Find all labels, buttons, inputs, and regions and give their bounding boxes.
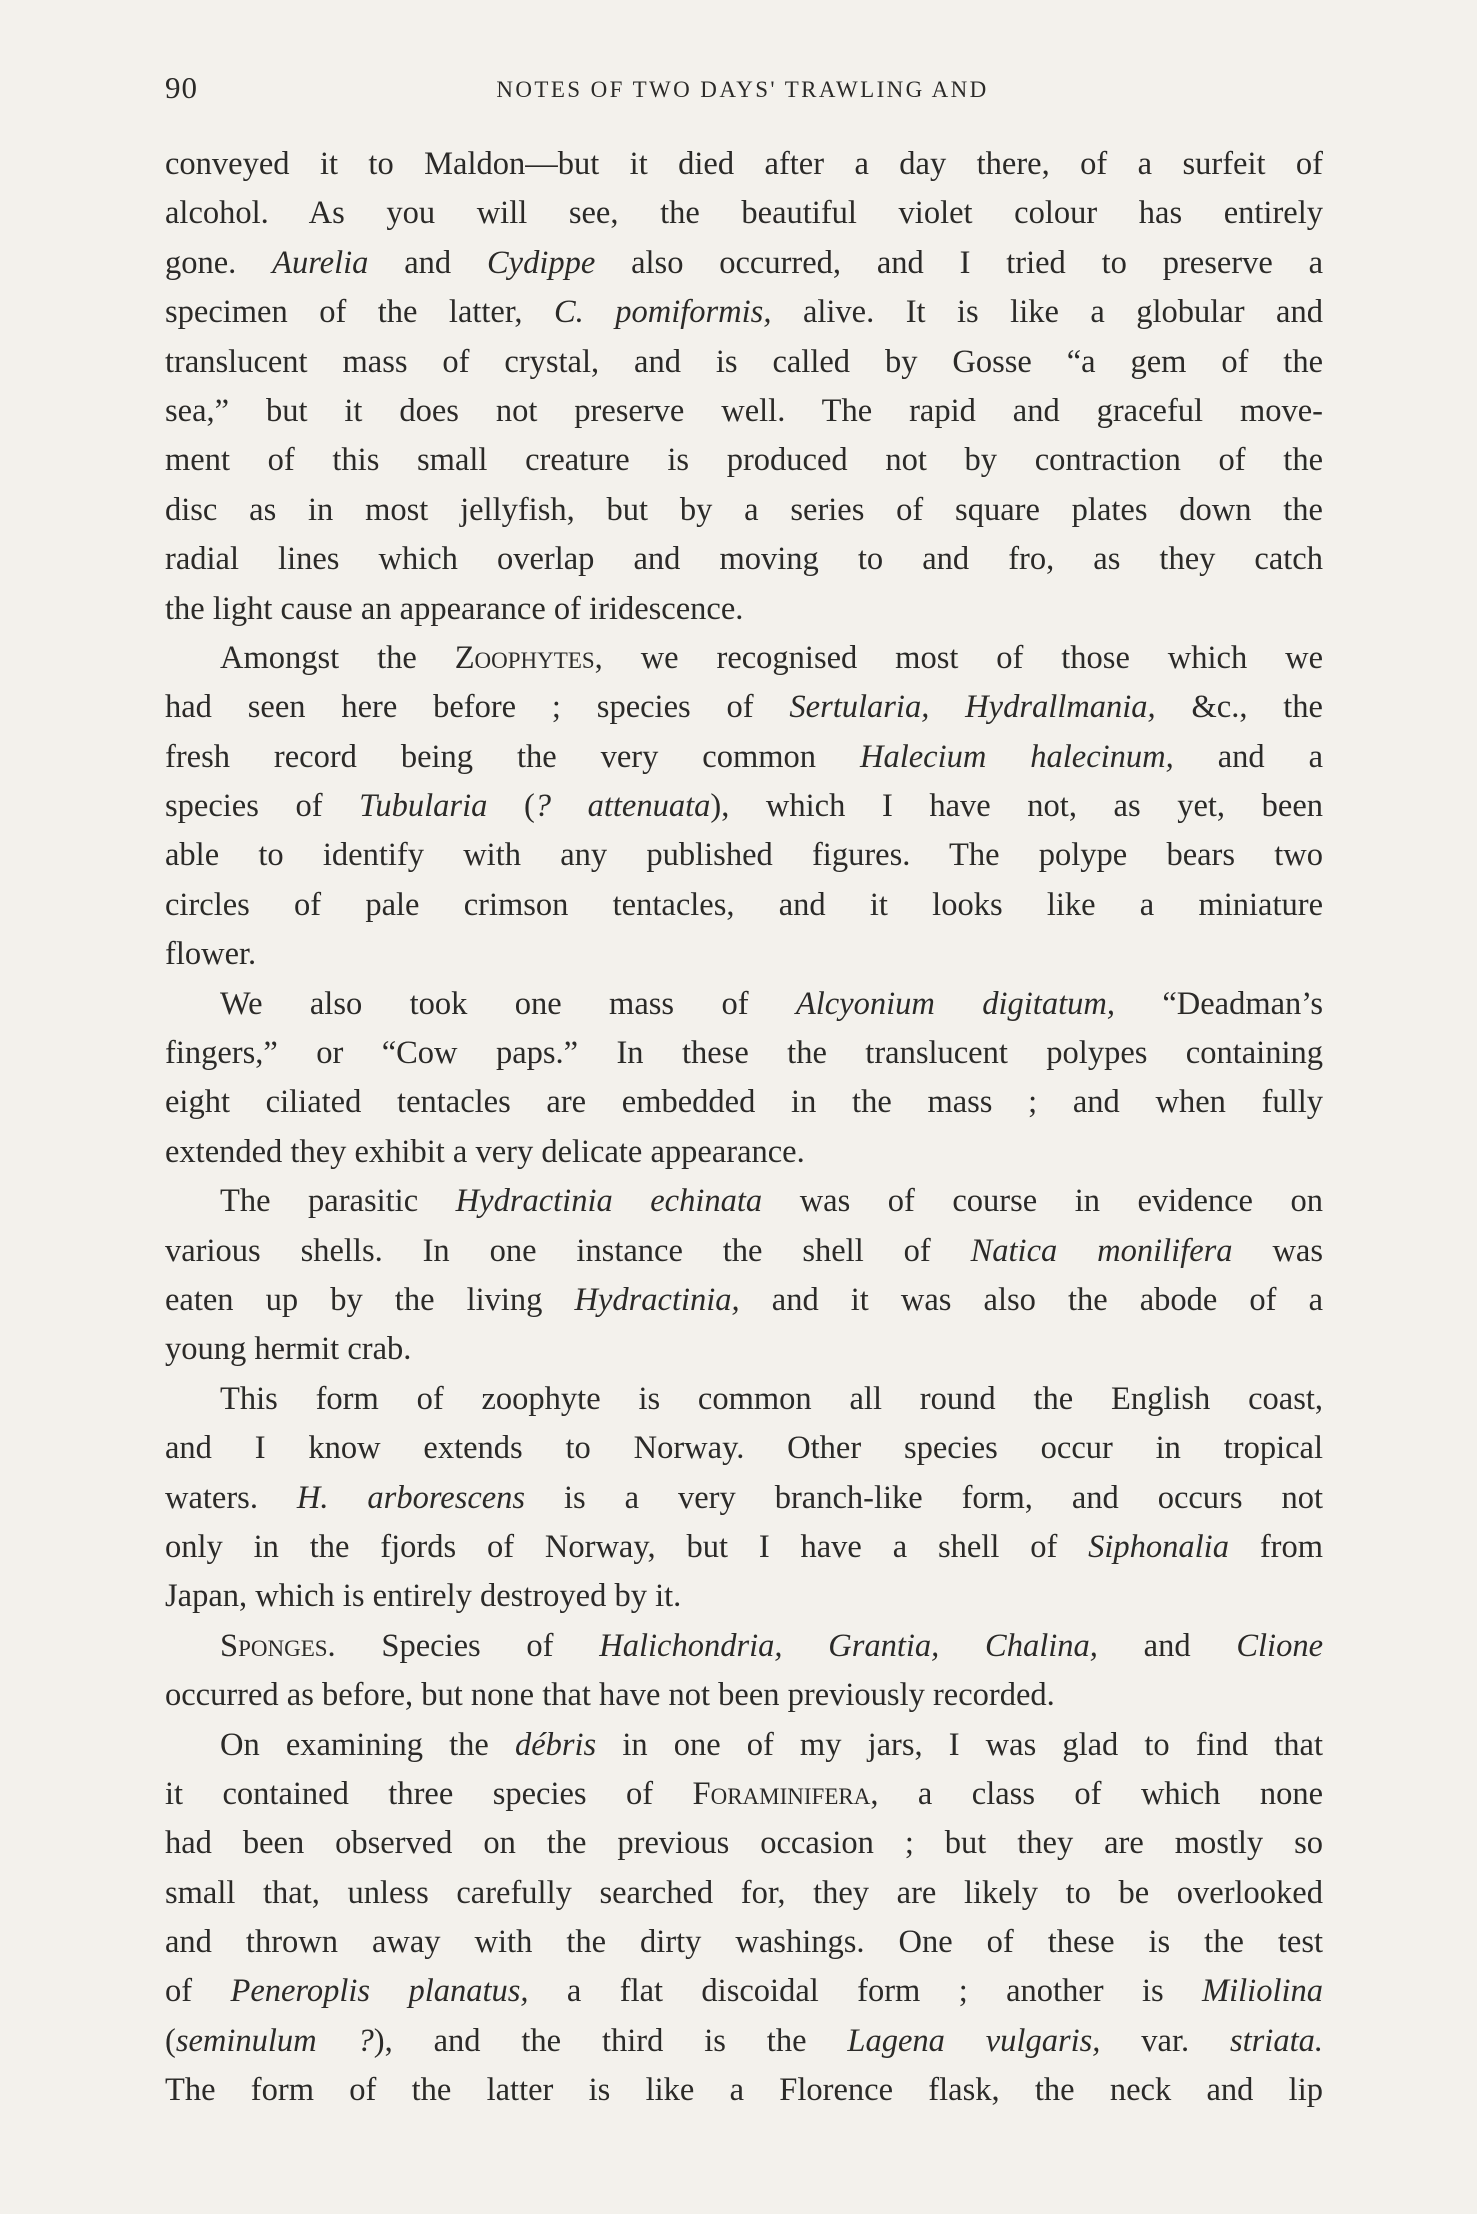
text-segment: &c., the [1155, 689, 1323, 726]
italic-text: Siphonalia [1088, 1528, 1229, 1565]
text-line [165, 585, 1323, 634]
text-segment: radial lines which overlap and moving to and fro, as they catch [165, 541, 1323, 578]
italic-text: ? attenuata [534, 788, 711, 825]
text-line [165, 189, 1323, 238]
text-segment: occurred as before, but none that have not been previously recorded. [165, 1677, 1055, 1714]
text-segment: was [1232, 1232, 1323, 1269]
text-segment: flower. [165, 936, 257, 973]
text-line [165, 2066, 1323, 2115]
text-segment: specimen of the latter, [165, 294, 554, 331]
text-line [165, 1572, 1323, 1621]
italic-text: striata. [1229, 2022, 1323, 2059]
text-segment: various shells. In one instance the shell of [165, 1232, 971, 1269]
text-segment: We also took one mass of [220, 985, 796, 1022]
italic-text: Miliolina [1202, 1973, 1324, 2010]
text-line [165, 1276, 1323, 1325]
text-segment: in one of my jars, I was glad to find that [596, 1726, 1323, 1763]
page-number: 90 [165, 70, 198, 105]
text-line [165, 1325, 1323, 1374]
text-segment: and [368, 244, 487, 281]
text-segment: small that, unless carefully searched for, they are likely to be overlooked [165, 1874, 1323, 1911]
text-segment: , we recognised most of those which we [594, 639, 1323, 676]
page-header [165, 66, 1320, 110]
text-segment: Japan, which is entirely destroyed by it. [165, 1578, 682, 1615]
italic-text: Halecium halecinum, [859, 738, 1174, 775]
text-line [165, 140, 1323, 189]
text-segment: On examining the [220, 1726, 515, 1763]
text-segment: eaten up by the living [165, 1281, 575, 1318]
italic-text: Hydractinia, [574, 1281, 740, 1318]
text-segment: is a very branch-like form, and occurs not [525, 1479, 1323, 1516]
text-line [165, 1918, 1323, 1967]
text-line [165, 831, 1323, 880]
italic-text: Natica monilifera [970, 1232, 1233, 1269]
text-segment: fresh record being the very common [165, 738, 860, 775]
text-segment: circles of pale crimson tentacles, and it looks like a miniature [165, 886, 1323, 923]
text-line [165, 1474, 1323, 1523]
text-segment: Amongst the [220, 639, 455, 676]
text-segment: alive. It is like a globular and [771, 294, 1323, 331]
text-segment: sea,” but it does not preserve well. The rapid and graceful move- [165, 392, 1323, 429]
text-line [165, 1424, 1323, 1473]
text-line [165, 288, 1323, 337]
text-segment: only in the fjords of Norway, but I have a shell of [165, 1528, 1089, 1565]
text-line [165, 1869, 1323, 1918]
text-segment: conveyed it to Maldon—but it died after a day there, of a surfeit of [165, 146, 1323, 182]
italic-text: Peneroplis planatus, [230, 1973, 529, 2010]
text-line [165, 1029, 1323, 1078]
text-segment: from [1228, 1528, 1323, 1565]
small-caps-text: Sponges [220, 1627, 328, 1664]
text-segment: and thrown away with the dirty washings. One of these is the test [165, 1924, 1323, 1961]
text-line [165, 1227, 1323, 1276]
italic-text: H. arborescens [296, 1479, 526, 1516]
italic-text: Hydractinia echinata [455, 1183, 763, 1220]
text-segment: The parasitic [220, 1183, 456, 1220]
text-segment: ( [165, 2022, 176, 2059]
text-line [165, 1375, 1323, 1424]
text-segment: a flat discoidal form ; another is [528, 1973, 1203, 2010]
text-segment: and [1097, 1627, 1237, 1664]
italic-text: C. pomiformis, [553, 294, 772, 331]
text-line [165, 782, 1323, 831]
running-head: NOTES OF TWO DAYS' TRAWLING AND [496, 77, 989, 102]
text-line [165, 634, 1323, 683]
text-segment: . Species of [327, 1627, 600, 1664]
italic-text: Clione [1236, 1627, 1323, 1664]
text-segment: The form of the latter is like a Florence flask, the neck and lip [165, 2072, 1323, 2109]
text-line [165, 338, 1323, 387]
text-line [165, 239, 1323, 288]
text-segment: disc as in most jellyfish, but by a series of square plates down the [165, 491, 1323, 528]
small-caps-text: Foraminifera [692, 1775, 871, 1812]
italic-text: seminulum ? [175, 2022, 374, 2059]
text-line [165, 1770, 1323, 1819]
text-segment: fingers,” or “Cow paps.” In these the translucent polypes containing [165, 1035, 1323, 1072]
text-line [165, 1967, 1323, 2016]
text-segment: gone. [165, 244, 273, 281]
text-segment: species of [165, 788, 360, 825]
text-line [165, 881, 1323, 930]
text-line [165, 1078, 1323, 1127]
text-segment: was of course in evidence on [762, 1183, 1324, 1220]
text-line [165, 1128, 1323, 1177]
text-segment: and I know extends to Norway. Other species occur in tropical [165, 1430, 1323, 1467]
text-line [165, 486, 1323, 535]
italic-text: Halichondria, Grantia, Chalina, [599, 1627, 1098, 1664]
italic-text: débris [514, 1726, 597, 1763]
text-line [165, 387, 1323, 436]
text-line [165, 1721, 1323, 1770]
text-line [165, 1671, 1323, 1720]
italic-text: Cydippe [486, 244, 596, 281]
text-segment: and it was also the abode of a [739, 1281, 1323, 1318]
text-segment: the light cause an appearance of iridescence. [165, 590, 744, 627]
text-segment: waters. [165, 1479, 297, 1516]
text-segment: had been observed on the previous occasion ; but they are mostly so [165, 1825, 1323, 1862]
text-segment: also occurred, and I tried to preserve a [595, 244, 1323, 281]
italic-text: Aurelia [272, 244, 369, 281]
text-line [165, 980, 1323, 1029]
text-line [165, 683, 1323, 732]
text-segment: eight ciliated tentacles are embedded in the mass ; and when fully [165, 1084, 1323, 1121]
text-line [165, 2017, 1323, 2066]
text-line [165, 930, 1323, 979]
text-line [165, 1622, 1323, 1671]
italic-text: Sertularia, Hydrallmania, [789, 689, 1156, 726]
text-line [165, 1523, 1323, 1572]
text-segment: translucent mass of crystal, and is called by Gosse “a gem of the [165, 343, 1323, 380]
text-segment: , a class of which none [870, 1775, 1323, 1812]
small-caps-text: Zoophytes [454, 639, 595, 676]
text-line [165, 733, 1323, 782]
text-line [165, 535, 1323, 584]
italic-text: Lagena vulgaris, [847, 2022, 1101, 2059]
text-line [165, 1819, 1323, 1868]
text-segment: able to identify with any published figures. The polype bears two [165, 837, 1323, 874]
text-segment: young hermit crab. [165, 1331, 412, 1368]
body-text [165, 140, 1323, 2116]
text-segment: var. [1100, 2022, 1230, 2059]
text-segment: had seen here before ; species of [165, 689, 790, 726]
text-line [165, 1177, 1323, 1226]
text-segment: and a [1173, 738, 1324, 775]
text-segment: “Deadman’s [1114, 985, 1323, 1022]
text-segment: ment of this small creature is produced not by contraction of the [165, 442, 1323, 479]
text-line [165, 436, 1323, 485]
text-segment: it contained three species of [165, 1775, 693, 1812]
text-segment: alcohol. As you will see, the beautiful violet colour has entirely [165, 195, 1323, 232]
italic-text: Alcyonium digitatum, [795, 985, 1115, 1022]
text-segment: of [165, 1973, 231, 2010]
text-segment: This form of zoophyte is common all round the English coast, [220, 1380, 1323, 1417]
text-segment: ), and the third is the [373, 2022, 848, 2059]
italic-text: Tubularia [359, 788, 488, 825]
text-segment: extended they exhibit a very delicate appearance. [165, 1133, 805, 1170]
text-segment: ), which I have not, as yet, been [710, 788, 1323, 825]
text-segment: ( [487, 788, 535, 825]
